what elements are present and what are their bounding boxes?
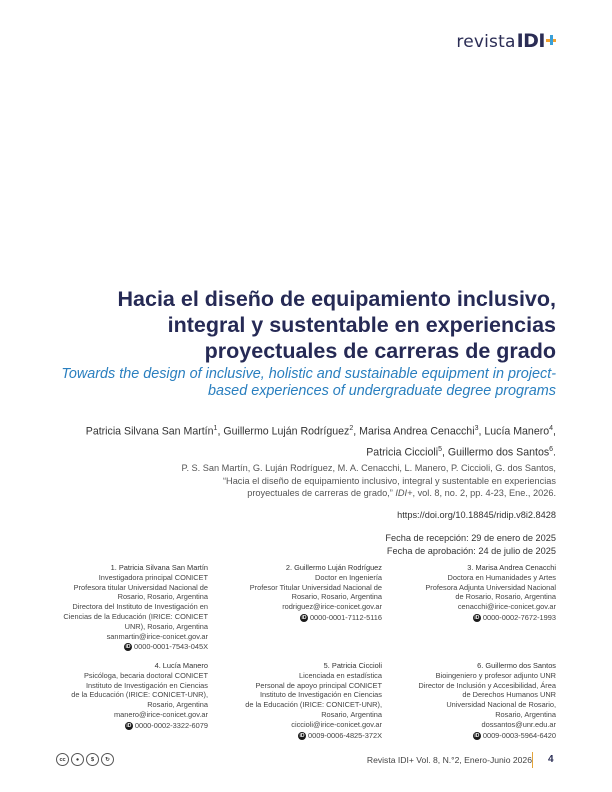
doi-link[interactable]: https://doi.org/10.18845/ridip.v8i2.8428 (397, 510, 556, 520)
article-subtitle-english: Towards the design of inclusive, holistic and sustainable equipment in project-based experiences of undergraduate degree programs (61, 366, 556, 399)
affiliation-email[interactable]: dossantos@unr.edu.ar (481, 719, 556, 729)
orcid-link[interactable] (473, 613, 556, 623)
footer-journal-info: Revista IDI+ Vol. 8, N.°2, Enero-Junio 2026 (366, 755, 532, 765)
sa-icon: ↻ (101, 753, 114, 766)
affiliation-line: Instituto de Investigación en Ciencias (85, 680, 208, 690)
affiliation-email[interactable]: cenacchi@irice-conicet.gov.ar (457, 602, 556, 612)
citation-line: P. S. San Martín, G. Luján Rodríguez, M. A. Cenacchi, L. Manero, P. Ciccioli, G. dos Santos, (181, 463, 556, 473)
orcid-link[interactable] (124, 642, 208, 652)
affiliation-2 (212, 563, 382, 623)
orcid-icon: iD (474, 614, 480, 621)
citation-line: , vol. 8, no. 2, pp. 4-23, Ene., 2026. (412, 488, 556, 498)
cc-icon: cc (56, 753, 69, 766)
affiliation-line: de Derechos Humanos UNR (462, 690, 556, 700)
affiliation-line: Rosario, Argentina (495, 709, 556, 719)
orcid-icon: iD (474, 732, 480, 739)
orcid-id: 0000-0002-7672-1993 (482, 613, 556, 623)
affiliation-line: Doctor en Ingeniería (315, 572, 382, 582)
article-title: Hacia el diseño de equipamiento inclusivo, integral y sustentable en experiencias proyectuales de carreras de grado (117, 287, 556, 363)
affiliation-line: Rosario, Rosario, Argentina (117, 592, 208, 602)
nc-icon: $ (86, 753, 99, 766)
author-sup: 1 (213, 425, 218, 432)
orcid-icon: iD (126, 722, 132, 729)
affiliation-line: Rosario, Argentina (147, 700, 208, 710)
by-icon: ● (71, 753, 84, 766)
affiliation-line: Director de Inclusión y Accesibilidad, Área (418, 680, 556, 690)
orcid-link[interactable] (125, 721, 208, 731)
orcid-id: 0000-0001-7112-5116 (309, 613, 382, 623)
logo-idi-text: IDI (516, 30, 545, 52)
author-sup: 3 (474, 425, 479, 432)
affiliation-line: Psicóloga, becaria doctoral CONICET (83, 670, 208, 680)
affiliation-line: Rosario, Argentina (321, 709, 382, 719)
citation-block (120, 462, 556, 500)
affiliation-line: Universidad Nacional de Rosario, (446, 700, 556, 710)
author-sup: 4 (549, 425, 554, 432)
affiliation-line: Profesora titular Universidad Nacional de (73, 582, 208, 592)
affiliation-title: 2. Guillermo Luján Rodríguez (285, 563, 382, 572)
affiliation-email[interactable]: sanmartin@irice-conicet.gov.ar (106, 631, 208, 641)
orcid-icon: iD (301, 614, 307, 621)
affiliation-title: 6. Guillermo dos Santos (477, 661, 556, 670)
affiliation-line: Instituto de Investigación en Ciencias (259, 690, 382, 700)
journal-logo (456, 30, 556, 52)
affiliation-line: Ciencias de la Educación (IRICE: CONICET (63, 611, 208, 621)
affiliation-line: de Rosario, Rosario, Argentina (455, 592, 556, 602)
author-sup: 5 (438, 445, 442, 453)
creative-commons-license[interactable] (56, 753, 114, 766)
orcid-link[interactable] (473, 731, 556, 741)
footer-divider (532, 752, 533, 768)
citation-journal: IDI+ (395, 488, 413, 498)
orcid-id: 0009-0006-4825-372X (308, 730, 382, 740)
page-number: 4 (548, 754, 554, 765)
author-name: Guillermo dos Santos (447, 446, 550, 459)
orcid-id: 0009-0003-5964-6420 (482, 730, 556, 740)
citation-line: “Hacia el diseño de equipamiento inclusivo, integral y sustentable en experiencias (223, 475, 556, 486)
affiliation-line: de la Educación (IRICE: CONICET-UNR), (245, 700, 382, 710)
affiliation-title: 1. Patricia Silvana San Martín (110, 563, 208, 572)
affiliation-line: Profesora Adjunta Universidad Nacional (425, 582, 556, 592)
affiliation-line: Personal de apoyo principal CONICET (255, 680, 382, 690)
author-name: Marisa Andrea Cenacchi (359, 425, 475, 438)
affiliation-line: Investigadora principal CONICET (98, 572, 208, 582)
affiliation-line: Licenciada en estadística (299, 670, 382, 680)
affiliation-5 (212, 661, 382, 740)
affiliation-line: Rosario, Rosario, Argentina (291, 592, 382, 602)
author-name: Patricia Silvana San Martín (85, 425, 214, 438)
author-name: Patricia Ciccioli (366, 446, 439, 459)
affiliation-line: Directora del Instituto de Investigación en (72, 602, 208, 612)
affiliation-email[interactable]: ciccioli@irice-conicet.gov.ar (291, 719, 382, 729)
affiliation-line: Doctora en Humanidades y Artes (447, 572, 556, 582)
affiliation-email[interactable]: manero@irice-conicet.gov.ar (113, 709, 208, 719)
affiliation-line: de la Educación (IRICE: CONICET-UNR), (71, 690, 208, 700)
affiliation-line: UNR), Rosario, Argentina (124, 621, 208, 631)
affiliation-title: 4. Lucía Manero (154, 661, 208, 670)
author-sup: 2 (349, 425, 354, 432)
approved-date: Fecha de aprobación: 24 de julio de 2025 (386, 545, 556, 556)
orcid-id: 0000-0002-3322-6079 (134, 720, 208, 730)
affiliation-6 (386, 661, 556, 740)
affiliation-line: Profesor Titular Universidad Nacional de (249, 582, 382, 592)
author-sup: 6 (549, 445, 554, 453)
author-name: Guillermo Luján Rodríguez (223, 425, 350, 438)
affiliation-title: 5. Patricia Ciccioli (323, 661, 382, 670)
received-date: Fecha de recepción: 29 de enero de 2025 (385, 533, 556, 543)
submission-dates (385, 532, 556, 557)
logo-revista-text: revista (456, 32, 516, 52)
citation-line: proyectuales de carreras de grado,” (247, 488, 396, 498)
author-list: Patricia Silvana San Martín$^1$, Guillermo Luján Rodríguez$^2$, Marisa Andrea Cenacchi$^3$, Lucía Manero$^4$, Patricia Ciccioli$^5$, Guillermo dos Santos$^6$. (85, 425, 556, 459)
orcid-link[interactable] (298, 731, 382, 741)
plus-icon (546, 35, 556, 45)
affiliation-title: 3. Marisa Andrea Cenacchi (467, 563, 556, 572)
affiliation-4 (38, 661, 208, 731)
author-name: Lucía Manero (484, 425, 550, 438)
orcid-icon: iD (299, 732, 305, 739)
orcid-id: 0000-0001-7543-045X (134, 642, 208, 652)
affiliation-email[interactable]: rodriguez@irice-conicet.gov.ar (282, 602, 382, 612)
affiliation-1 (38, 563, 208, 652)
affiliation-line: Bioingeniero y profesor adjunto UNR (435, 670, 556, 680)
orcid-icon: iD (125, 644, 131, 651)
orcid-link[interactable] (300, 613, 382, 623)
affiliation-3 (386, 563, 556, 623)
